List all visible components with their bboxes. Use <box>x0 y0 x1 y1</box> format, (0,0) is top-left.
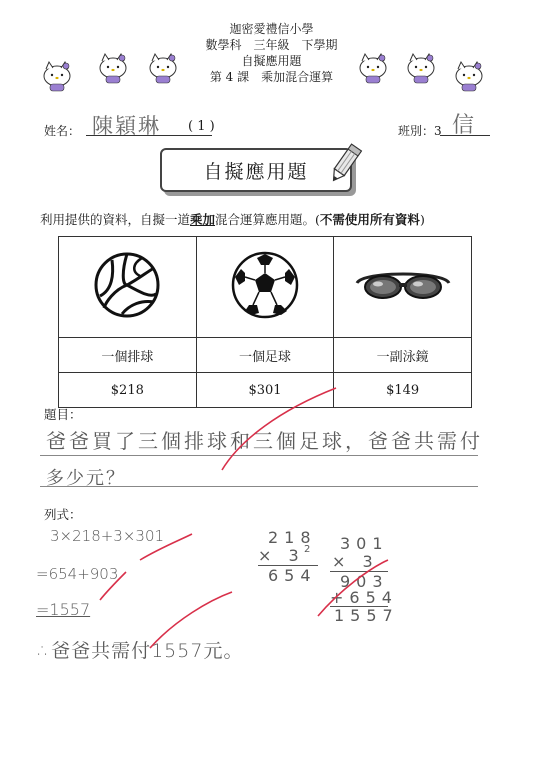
instruction-emphasis: 乘加 <box>190 212 216 227</box>
unit-title: 自擬應用題 <box>241 54 302 68</box>
formula-line-3: =1557 <box>36 600 91 619</box>
conclusion: ∴爸爸共需付1557元。 <box>38 640 244 662</box>
vertical2-multiplier: × 3 <box>332 552 379 571</box>
vertical2-sum: 1557 <box>334 606 399 625</box>
item-price: $149 <box>334 373 472 408</box>
item-name: 一副泳鏡 <box>334 338 472 373</box>
subject-line: 數學科 三年級 下學期 <box>205 38 338 52</box>
name-label: 姓名： <box>44 124 81 138</box>
class-value: 信 <box>452 113 475 138</box>
formula-label: 列式： <box>44 507 82 522</box>
formula-line-1: 3×218+3×301 <box>50 527 165 545</box>
item-name: 一個足球 <box>196 338 334 373</box>
question-answer-line-1: 爸爸買了三個排球和三個足球，爸爸共需付 <box>46 429 483 453</box>
instruction-prefix: 利用提供的資料，自擬一道 <box>40 212 191 227</box>
vertical1-multiplier: × 3 <box>258 546 305 565</box>
instruction-middle: 混合運算應用題。( <box>215 212 320 227</box>
class-number: ( 1 ) <box>188 119 215 134</box>
instruction-suffix: ) <box>419 212 425 227</box>
tick-mark-icon <box>222 388 336 470</box>
tick-mark-icon <box>140 534 192 560</box>
vertical2-partial: 903 <box>340 572 389 591</box>
vertical2-top: 301 <box>340 534 389 553</box>
question-answer-line-2: 多少元？ <box>46 468 126 489</box>
vertical1-top: 218 <box>268 528 317 547</box>
vertical1-carry: 2 <box>304 544 311 555</box>
class-label: 班別：3 <box>398 124 442 138</box>
lesson-title: 第 4 課 乘加混合運算 <box>209 70 334 84</box>
worksheet-title: 自擬應用題 <box>160 148 352 192</box>
tick-mark-icon <box>150 592 232 648</box>
vertical2-add: +654 <box>330 588 398 607</box>
school-name: 迦密愛禮信小學 <box>229 22 314 36</box>
tick-mark-icon <box>100 572 126 600</box>
tick-mark-icon <box>318 560 388 616</box>
student-name: 陳穎琳 <box>92 114 161 138</box>
instruction-note: 不需使用所有資料 <box>319 212 420 227</box>
item-price: $301 <box>196 373 334 408</box>
formula-line-2: =654+903 <box>36 565 119 583</box>
question-label: 題目： <box>44 407 82 422</box>
item-price: $218 <box>59 373 197 408</box>
vertical1-result: 654 <box>268 566 317 585</box>
item-name: 一個排球 <box>59 338 197 373</box>
